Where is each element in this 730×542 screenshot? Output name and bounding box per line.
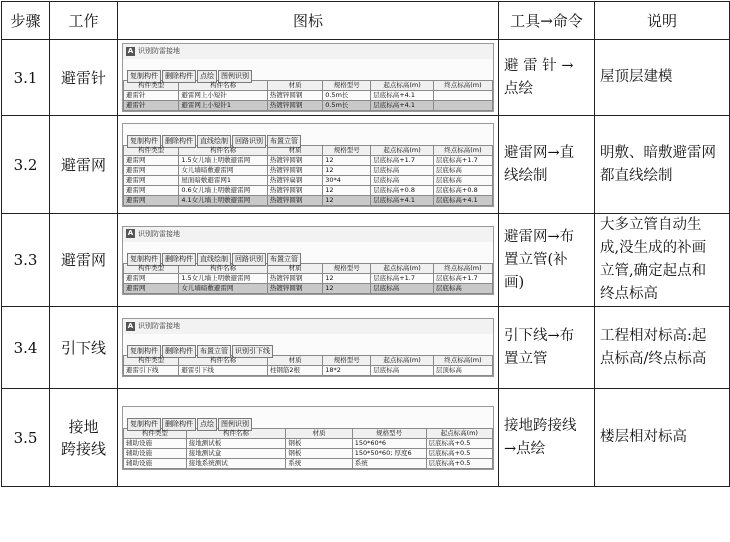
header-description: 说明 xyxy=(595,2,730,40)
component-cell: 避雷网 xyxy=(124,195,179,205)
component-cell: 层底标高+4.1 xyxy=(371,195,434,205)
component-cell: 12 xyxy=(323,185,371,195)
component-cell: 0.5m长 xyxy=(323,101,371,111)
column-header: 起点标高(m) xyxy=(371,81,434,91)
table-row xyxy=(2,40,730,116)
step-cell: 3.2 xyxy=(2,116,50,214)
component-table xyxy=(123,355,493,376)
component-cell: 4.1女儿墙上明敷避雷网 xyxy=(179,195,268,205)
toolbar-button[interactable]: 直线绘制 xyxy=(197,253,231,266)
column-header: 材质 xyxy=(286,428,352,438)
description-line: 楼层相对标高 xyxy=(600,429,687,445)
toolbar-button[interactable]: 点绘 xyxy=(197,70,217,83)
toolbar-button[interactable]: 复制构件 xyxy=(127,135,161,148)
main-table xyxy=(1,1,730,487)
column-header: 构件类型 xyxy=(124,356,179,366)
work-cell xyxy=(50,214,118,307)
component-cell: 避雷网 xyxy=(124,273,179,283)
component-cell: 热镀锌圆钢 xyxy=(267,185,322,195)
column-header: 构件名称 xyxy=(179,145,268,155)
step-cell: 3.5 xyxy=(2,389,50,487)
column-header: 材质 xyxy=(267,356,322,366)
toolbar-button[interactable]: 图例识别 xyxy=(218,70,252,83)
component-cell: 热镀锌扁钢 xyxy=(267,175,322,185)
component-cell: 层底标高+4.1 xyxy=(433,195,492,205)
tool-command-line: 置立管 xyxy=(504,350,548,367)
toolbar-button[interactable]: 删除构件 xyxy=(162,135,196,148)
column-header: 终点标高(m) xyxy=(433,81,492,91)
tool-command-cell xyxy=(499,389,595,487)
component-cell: 层底标高+1.7 xyxy=(371,273,434,283)
lightning-protection-panel xyxy=(122,318,494,377)
tool-command-line: 点绘 xyxy=(504,80,533,97)
column-header: 构件名称 xyxy=(179,81,268,91)
component-cell: 0.5m长 xyxy=(323,91,371,101)
description-cell xyxy=(595,40,730,116)
toolbar-button[interactable]: 直线绘制 xyxy=(197,135,231,148)
toolbar-button[interactable]: 识别引下线 xyxy=(232,345,273,358)
table-row xyxy=(2,116,730,214)
component-cell: 钢板 xyxy=(286,438,352,448)
component-cell: 柱钢筋2根 xyxy=(267,366,322,376)
component-cell: 1.5女儿墙上明敷避雷网 xyxy=(179,273,268,283)
column-header: 材质 xyxy=(267,81,322,91)
component-cell: 12 xyxy=(323,155,371,165)
header-icon: 图标 xyxy=(118,2,499,40)
panel-title: 识别防雷接地 xyxy=(138,47,180,55)
column-header: 规格型号 xyxy=(352,428,426,438)
tool-command-line: 避雷网→布 xyxy=(504,228,575,245)
component-cell: 避雷网 xyxy=(124,185,179,195)
icon-cell xyxy=(118,40,499,116)
component-table xyxy=(123,263,493,294)
component-cell: 避雷网 xyxy=(124,175,179,185)
lightning-protection-panel xyxy=(122,226,494,295)
component-cell: 层底标高+0.8 xyxy=(433,185,492,195)
header-step: 步骤 xyxy=(2,2,50,40)
component-cell: 避雷引下线 xyxy=(179,366,268,376)
column-header: 终点标高(m) xyxy=(433,356,492,366)
step-cell: 3.4 xyxy=(2,307,50,389)
component-row[interactable] xyxy=(124,165,493,175)
column-header: 起点标高(m) xyxy=(426,428,492,438)
toolbar-button[interactable]: 删除构件 xyxy=(162,418,196,431)
toolbar-button[interactable]: 删除构件 xyxy=(162,70,196,83)
tool-command-line: 画) xyxy=(504,274,525,291)
component-row[interactable] xyxy=(124,185,493,195)
component-cell: 接地系统测试 xyxy=(186,458,286,468)
column-header: 构件类型 xyxy=(124,263,179,273)
column-header: 起点标高(m) xyxy=(371,145,434,155)
component-cell: 辅助设施 xyxy=(124,448,187,458)
tool-command-line: 避雷网→直 xyxy=(504,144,575,161)
work-cell xyxy=(50,389,118,487)
component-row[interactable] xyxy=(124,101,493,111)
column-header: 规格型号 xyxy=(323,263,371,273)
toolbar-button[interactable]: 复制构件 xyxy=(127,345,161,358)
work-cell xyxy=(50,40,118,116)
toolbar-button[interactable]: 布置立管 xyxy=(267,253,301,266)
component-cell: 女儿墙暗敷避雷网 xyxy=(179,165,268,175)
description-line: 点标高/终点标高 xyxy=(600,350,707,367)
tool-command-line: 线绘制 xyxy=(504,167,548,184)
component-cell: 层底标高+1.7 xyxy=(433,273,492,283)
work-line: 避雷针 xyxy=(60,68,106,87)
column-header: 规格型号 xyxy=(323,145,371,155)
tool-command-line: 接地跨接线 xyxy=(504,417,577,434)
lightning-protection-panel xyxy=(122,406,494,470)
component-row[interactable] xyxy=(124,438,493,448)
header-row xyxy=(2,2,730,40)
column-header: 构件名称 xyxy=(179,356,268,366)
tool-command-cell xyxy=(499,214,595,307)
column-header: 构件类型 xyxy=(124,145,179,155)
table-row xyxy=(2,307,730,389)
icon-cell xyxy=(118,116,499,214)
component-cell xyxy=(433,101,492,111)
component-cell: 层底标高 xyxy=(371,283,434,293)
component-cell: 避雷网 xyxy=(124,165,179,175)
column-header: 起点标高(m) xyxy=(371,356,434,366)
component-cell: 12 xyxy=(323,165,371,175)
work-line: 跨接线 xyxy=(60,439,106,458)
component-cell: 层顶标高 xyxy=(433,366,492,376)
column-header: 构件类型 xyxy=(124,81,179,91)
component-cell: 1.5女儿墙上明敷避雷网 xyxy=(179,155,268,165)
component-cell: 热镀锌圆钢 xyxy=(267,165,322,175)
app-logo-icon: A xyxy=(127,229,134,237)
component-cell: 热镀锌圆钢 xyxy=(267,195,322,205)
tool-command-cell xyxy=(499,40,595,116)
component-cell: 18*2 xyxy=(323,366,371,376)
step-cell: 3.1 xyxy=(2,40,50,116)
description-line: 屋顶层建模 xyxy=(600,69,673,85)
tool-command-cell xyxy=(499,116,595,214)
lightning-protection-panel xyxy=(122,43,494,112)
panel-toolbar xyxy=(123,59,493,80)
component-table xyxy=(123,428,493,469)
toolbar-button[interactable]: 布置立管 xyxy=(197,345,231,358)
component-cell: 辅助设施 xyxy=(124,438,187,448)
component-cell: 0.6女儿墙上明敷避雷网 xyxy=(179,185,268,195)
component-cell: 层底标高 xyxy=(433,283,492,293)
component-cell: 钢板 xyxy=(286,448,352,458)
toolbar-button[interactable]: 回路识别 xyxy=(232,253,266,266)
column-header: 构件名称 xyxy=(179,263,268,273)
table-row xyxy=(2,389,730,487)
work-line: 避雷网 xyxy=(60,251,106,269)
component-cell: 层底标高+0.5 xyxy=(426,458,492,468)
component-row[interactable] xyxy=(124,195,493,205)
component-cell: 层底标高 xyxy=(371,366,434,376)
header-tool-command: 工具→命令 xyxy=(499,2,595,40)
description-line: 成,没生成的补画 xyxy=(600,240,707,256)
component-cell: 层底标高+1.7 xyxy=(371,155,434,165)
component-cell: 12 xyxy=(323,195,371,205)
component-row[interactable] xyxy=(124,366,493,376)
panel-toolbar xyxy=(123,124,493,145)
component-cell: 层底标高+0.5 xyxy=(426,448,492,458)
component-cell: 150*50*60; 厚度6 xyxy=(352,448,426,458)
toolbar-button[interactable]: 删除构件 xyxy=(162,345,196,358)
step-cell: 3.3 xyxy=(2,214,50,307)
description-cell xyxy=(595,116,730,214)
icon-cell xyxy=(118,389,499,487)
component-cell: 避雷网 xyxy=(124,283,179,293)
work-cell xyxy=(50,116,118,214)
column-header: 材质 xyxy=(267,263,322,273)
component-cell: 层底标高+0.5 xyxy=(426,438,492,448)
icon-cell xyxy=(118,214,499,307)
toolbar-button[interactable]: 复制构件 xyxy=(127,253,161,266)
work-line: 避雷网 xyxy=(60,155,106,174)
description-line: 工程相对标高:起 xyxy=(600,327,707,344)
panel-title: 识别防雷接地 xyxy=(138,322,180,330)
work-line: 引下线 xyxy=(60,338,106,357)
tool-command-line: 置立管(补 xyxy=(504,251,568,268)
tool-command-cell xyxy=(499,307,595,389)
panel-toolbar xyxy=(123,334,493,355)
component-cell: 12 xyxy=(323,273,371,283)
description-line: 大多立管自动生 xyxy=(600,217,702,233)
component-row[interactable] xyxy=(124,91,493,101)
component-row[interactable] xyxy=(124,155,493,165)
description-line: 终点标高 xyxy=(600,286,658,302)
component-cell: 避雷针 xyxy=(124,101,179,111)
panel-title: 识别防雷接地 xyxy=(138,229,180,238)
tool-command-line: 引下线→布 xyxy=(504,327,575,344)
toolbar-button[interactable]: 布置立管 xyxy=(267,135,301,148)
component-cell: 系统 xyxy=(286,458,352,468)
component-cell: 层底标高 xyxy=(433,175,492,185)
description-line: 都直线绘制 xyxy=(600,167,673,184)
toolbar-button[interactable]: 复制构件 xyxy=(127,418,161,431)
description-line: 明敷、暗敷避雷网 xyxy=(600,144,716,161)
column-header: 终点标高(m) xyxy=(433,145,492,155)
description-line: 立管,确定起点和 xyxy=(600,263,707,279)
component-cell: 热镀锌圆钢 xyxy=(267,273,322,283)
tool-command-line: →点绘 xyxy=(504,440,546,457)
component-table xyxy=(123,145,493,206)
panel-toolbar xyxy=(123,242,493,263)
component-cell: 辅助设施 xyxy=(124,458,187,468)
panel-toolbar xyxy=(123,407,493,428)
component-cell: 避雷网上小短针 xyxy=(179,91,268,101)
component-cell: 150*60*6 xyxy=(352,438,426,448)
column-header: 规格型号 xyxy=(323,356,371,366)
table-row xyxy=(2,214,730,307)
component-cell: 层底标高+1.7 xyxy=(433,155,492,165)
component-row[interactable] xyxy=(124,175,493,185)
component-cell: 避雷网 xyxy=(124,155,179,165)
component-row[interactable] xyxy=(124,273,493,283)
column-header: 终点标高(m) xyxy=(433,263,492,273)
component-cell: 热镀锌圆钢 xyxy=(267,91,322,101)
panel-title-bar xyxy=(123,44,493,59)
column-header: 构件类型 xyxy=(124,428,187,438)
app-logo-icon: A xyxy=(127,46,134,55)
work-line: 接地 xyxy=(68,417,99,436)
component-cell: 层底标高 xyxy=(371,175,434,185)
component-cell: 热镀锌圆钢 xyxy=(267,283,322,293)
column-header: 材质 xyxy=(267,145,322,155)
toolbar-button[interactable]: 点绘 xyxy=(197,418,217,431)
component-cell: 层底标高+4.1 xyxy=(371,101,434,111)
app-logo-icon: A xyxy=(127,321,134,330)
component-cell: 层底标高+0.8 xyxy=(371,185,434,195)
description-cell xyxy=(595,214,730,307)
component-cell: 热镀锌圆钢 xyxy=(267,101,322,111)
lightning-protection-panel xyxy=(122,123,494,207)
component-cell: 12 xyxy=(323,283,371,293)
component-cell: 避雷引下线 xyxy=(124,366,179,376)
component-cell: 屋面暗敷避雷网1 xyxy=(179,175,268,185)
description-cell xyxy=(595,389,730,487)
component-cell: 热镀锌圆钢 xyxy=(267,155,322,165)
component-cell: 避雷网上小短针1 xyxy=(179,101,268,111)
component-cell: 女儿墙暗敷避雷网 xyxy=(179,283,268,293)
column-header: 规格型号 xyxy=(323,81,371,91)
component-row[interactable] xyxy=(124,448,493,458)
component-cell: 接地测试板 xyxy=(186,438,286,448)
component-row[interactable] xyxy=(124,458,493,468)
toolbar-button[interactable]: 图例识别 xyxy=(218,418,252,431)
component-row[interactable] xyxy=(124,283,493,293)
tool-command-line: 避 雷 针 → xyxy=(504,57,574,74)
header-work: 工作 xyxy=(50,2,118,40)
component-table xyxy=(123,80,493,111)
toolbar-button[interactable]: 删除构件 xyxy=(162,253,196,266)
icon-cell xyxy=(118,307,499,389)
component-cell: 避雷针 xyxy=(124,91,179,101)
component-cell: 层底标高 xyxy=(433,165,492,175)
component-cell: 30*4 xyxy=(323,175,371,185)
panel-title-bar xyxy=(123,227,493,242)
toolbar-button[interactable]: 复制构件 xyxy=(127,70,161,83)
description-cell xyxy=(595,307,730,389)
toolbar-button[interactable]: 回路识别 xyxy=(232,135,266,148)
component-cell: 层底标高 xyxy=(371,165,434,175)
component-cell: 接地测试盒 xyxy=(186,448,286,458)
component-cell: 层底标高+4.1 xyxy=(371,91,434,101)
panel-title-bar xyxy=(123,319,493,334)
component-cell xyxy=(433,91,492,101)
work-cell xyxy=(50,307,118,389)
column-header: 起点标高(m) xyxy=(371,263,434,273)
column-header: 构件名称 xyxy=(186,428,286,438)
component-cell: 系统 xyxy=(352,458,426,468)
